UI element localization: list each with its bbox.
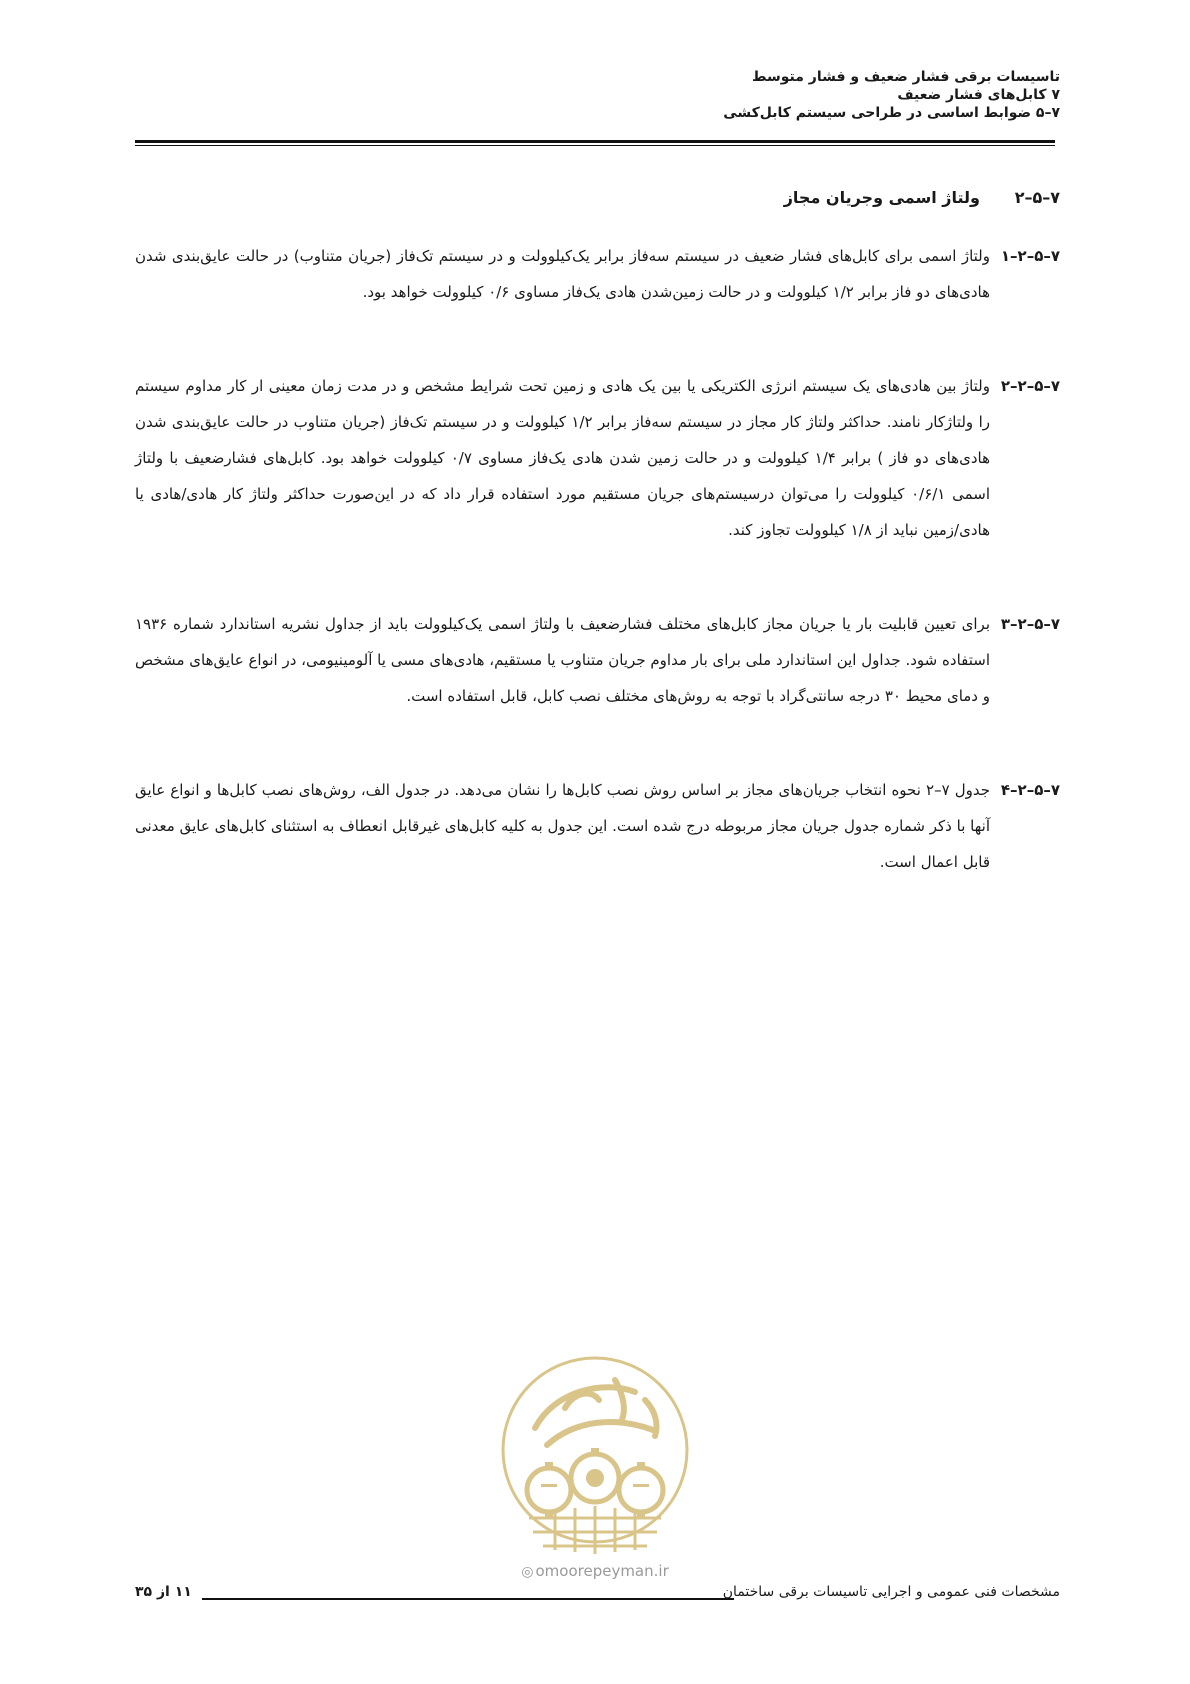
page-label: ۱۱ از ۳۵: [135, 1584, 192, 1600]
paragraph-number: ۷–۵–۲–۴: [1000, 781, 1060, 799]
paragraph-number: ۷–۵–۲–۳: [1000, 615, 1060, 633]
header-line-3: ۷–۵ ضوابط اساسی در طراحی سیستم کابل‌کشی: [723, 105, 1060, 121]
paragraph-2: [135, 368, 1060, 548]
footer-page-number: [135, 1584, 192, 1600]
footer-doc-title: مشخصات فنی عمومی و اجرایی تاسیسات برقی ساختمان: [722, 1584, 1060, 1600]
header-line-2: ۷ کابل‌های فشار ضعیف: [897, 87, 1060, 103]
paragraph-3: [135, 606, 1060, 714]
paragraph-text: برای تعیین قابلیت بار یا جریان مجاز کابل‌های مختلف فشارضعیف با ولتاژ اسمی یک‌کیلوولت باید از جداول نشریه استاندارد شماره ۱۹۳۶ استفاده شود. جداول این استاندارد ملی برای بار مداوم جریان متناوب یا مستقیم، هادی‌های مسی یا آلومینیومی، در انواع عایق‌های مشخص و دمای محیط ۳۰ درجه سانتی‌گراد با توجه به روش‌های مختلف نصب کابل، قابل استفاده است.: [135, 615, 990, 705]
seal-logo: [495, 1350, 695, 1560]
paragraph-number: ۷–۵–۲–۲: [1000, 377, 1060, 395]
seal-url-text: omoorepeyman.ir: [535, 1562, 669, 1580]
paragraph-4: [135, 772, 1060, 880]
paragraph-number: ۷–۵–۲–۱: [1000, 247, 1060, 265]
header-line-1: تاسیسات برقی فشار ضعیف و فشار متوسط: [751, 69, 1060, 85]
section-title: ولتاژ اسمی وجریان مجاز: [783, 188, 980, 207]
at-icon: ◎: [521, 1564, 534, 1580]
paragraph-text: جدول ۷–۲ نحوه انتخاب جریان‌های مجاز بر اساس روش نصب کابل‌ها را نشان می‌دهد. در جدول الف، روش‌های نصب کابل‌ها و انواع عایق آنها با ذکر شماره جدول جریان مجاز مربوطه درج شده است. این جدول به کلیه کابل‌های غیرقابل انعطاف به استثنای کابل‌های عایق معدنی قابل اعمال است.: [135, 781, 990, 871]
footer-rule: [202, 1598, 734, 1600]
seal-url: [485, 1562, 705, 1580]
header-rule-thick: [135, 140, 1055, 143]
paragraph-1: [135, 238, 1060, 310]
running-header: [130, 68, 1060, 122]
paragraph-text: ولتاژ اسمی برای کابل‌های فشار ضعیف در سیستم سه‌فاز برابر یک‌کیلوولت و در سیستم تک‌فاز (جریان متناوب) در حالت عایق‌بندی شدن هادی‌های دو فاز برابر ۱/۲ کیلوولت و در حالت زمین‌شدن هادی یک‌فاز مساوی ۰/۶ کیلوولت خواهد بود.: [135, 247, 990, 301]
section-heading: [784, 188, 1060, 207]
paragraph-text: ولتاژ بین هادی‌های یک سیستم انرژی الکتریکی یا بین یک هادی و زمین تحت شرایط مشخص و در مدت زمان معینی ار کار مداوم سیستم را ولتاژکار نامند. حداکثر ولتاژ کار مجاز در سیستم سه‌فاز برابر ۱/۲ کیلوولت و در سیستم تک‌فاز (جریان متناوب در حالت عایق‌بندی شدن هادی‌های دو فاز ) برابر ۱/۴ کیلوولت و در حالت زمین شدن هادی یک‌فاز مساوی ۰/۷ کیلوولت خواهد بود. کابل‌های فشارضعیف با ولتاژ اسمی ۰/۶/۱ کیلوولت را می‌توان درسیستم‌های جریان مستقیم مورد استفاده قرار داد که در این‌صورت حداکثر ولتاژ کار هادی/هادی یا هادی/زمین نباید از ۱/۸ کیلوولت تجاوز کند.: [135, 377, 990, 539]
header-rule-thin: [135, 145, 1055, 146]
section-number: ۷–۵–۲: [1014, 188, 1060, 207]
